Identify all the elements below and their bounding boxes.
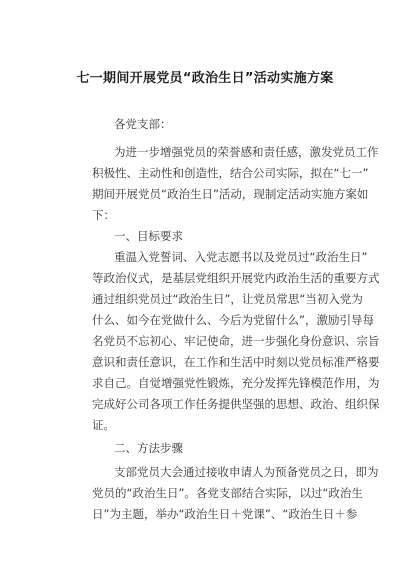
paragraph-line: 意识和责任意识，在工作和生活中时刻以党员标准严格要 [92, 355, 380, 369]
paragraph-line: 什么、如今在党做什么、今后为党留什么”，激励引导每 [92, 313, 374, 327]
paragraph-line: 为进一步增强党员的荣誉感和责任感，激发党员工作 [114, 145, 379, 159]
paragraph-line: 支部党员大会通过接收申请人为预备党员之日，即为 [114, 465, 379, 479]
paragraph-line: 等政治仪式，是基层党组织开展党内政治生活的重要方式 [92, 271, 380, 285]
paragraph-line: 积极性、主动性和创造性，结合公司实际，拟在“七一” [92, 166, 369, 180]
paragraph-line: 重温入党誓词、入党志愿书以及党员过“政治生日” [114, 250, 368, 264]
document-title: 七一期间开展党员“政治生日”活动实施方案 [76, 71, 334, 86]
section-heading: 一、目标要求 [114, 229, 183, 243]
paragraph-line: 求自己。自觉增强党性锻炼，充分发挥先锋模范作用，为 [92, 376, 380, 390]
section-heading: 二、方法步骤 [114, 441, 183, 455]
salutation: 各党支部： [114, 117, 172, 131]
paragraph-line: 下： [92, 208, 115, 222]
paragraph-line: 日”为主题，举办“政治生日＋党课”、“政治生日＋参 [92, 507, 358, 521]
paragraph-line: 证。 [92, 418, 115, 432]
paragraph-line: 名党员不忘初心、牢记使命，进一步强化身份意识、宗旨 [92, 334, 380, 348]
paragraph-line: 党员的“政治生日”。各党支部结合实际，以过“政治生 [92, 486, 363, 500]
paragraph-line: 期间开展党员“政治生日”活动，现制定活动实施方案如 [92, 187, 369, 201]
paragraph-line: 通过组织党员过“政治生日”，让党员常思“当初入党为 [92, 292, 363, 306]
paragraph-line: 完成好公司各项工作任务提供坚强的思想、政治、组织保 [92, 397, 380, 411]
